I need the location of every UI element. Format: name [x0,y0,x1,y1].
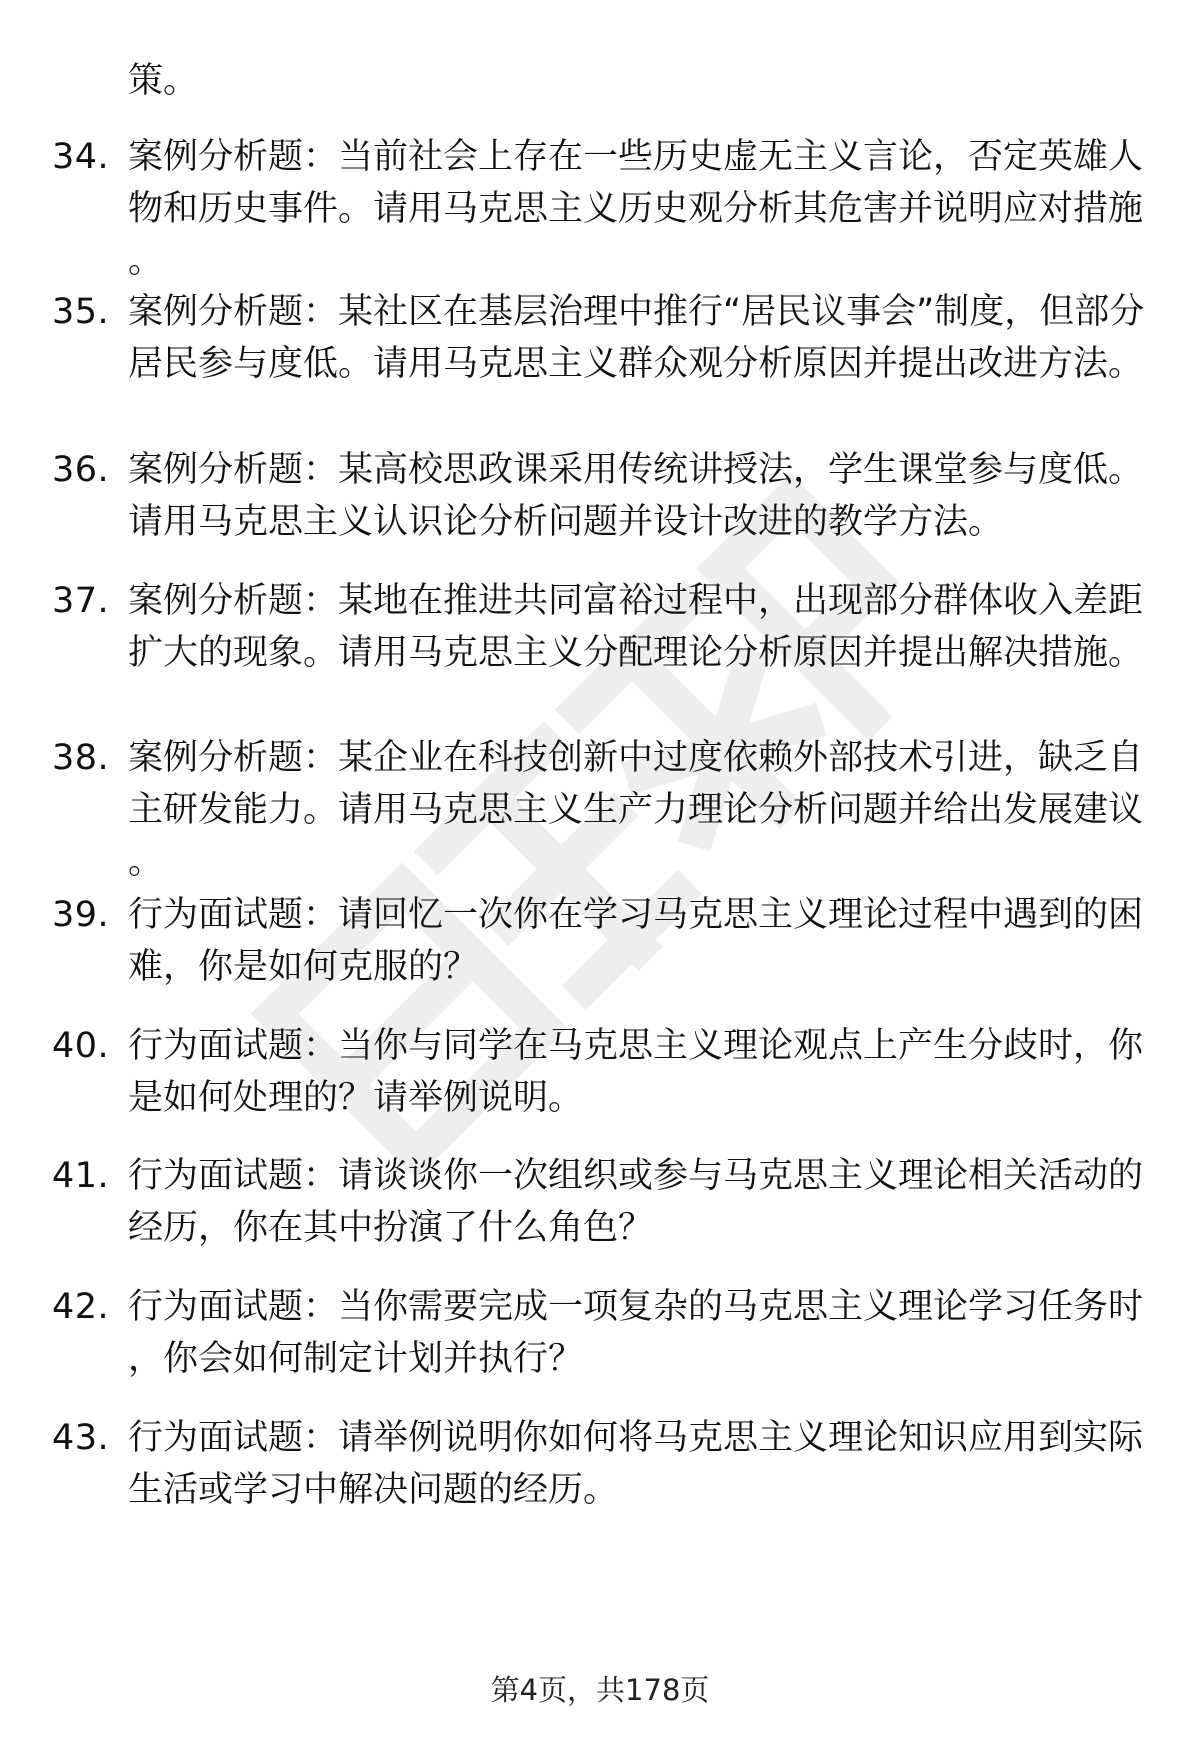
question-text: 案例分析题：某企业在科技创新中过度依赖外部技术引进，缺乏自主研发能力。请用马克思主义生产力理论分析问题并给出发展建议。 [128,738,1144,882]
question-number: 37. [52,581,110,621]
question-text: 案例分析题：某高校思政课采用传统讲授法，学生课堂参与度低。请用马克思主义认识论分析问题并设计改进的教学方法。 [128,450,1144,542]
question-number: 41. [52,1156,110,1196]
question-text: 行为面试题：请举例说明你如何将马克思主义理论知识应用到实际生活或学习中解决问题的经历。 [128,1418,1144,1510]
question-text: 案例分析题：当前社会上存在一些历史虚无主义言论，否定英雄人物和历史事件。请用马克思主义历史观分析其危害并说明应对措施。 [128,137,1144,281]
question-text: 案例分析题：某社区在基层治理中推行“居民议事会”制度，但部分居民参与度低。请用马克思主义群众观分析原因并提出改进方法。 [128,292,1145,384]
question-text: 行为面试题：请回忆一次你在学习马克思主义理论过程中遇到的困难，你是如何克服的？ [128,895,1144,987]
continuation-text: 策。 [128,61,199,101]
question-number: 42. [52,1287,110,1327]
question-number: 35. [52,292,110,332]
question-number: 36. [52,450,110,490]
page-footer: 第4页，共178页 [490,1673,710,1707]
question-number: 34. [52,137,110,177]
question-number: 39. [52,895,110,935]
question-number: 43. [52,1418,110,1458]
question-number: 40. [52,1026,110,1066]
question-text: 行为面试题：当你与同学在马克思主义理论观点上产生分歧时，你是如何处理的？请举例说明。 [128,1026,1144,1118]
question-text: 行为面试题：请谈谈你一次组织或参与马克思主义理论相关活动的经历，你在其中扮演了什么角色？ [128,1156,1144,1248]
question-text: 行为面试题：当你需要完成一项复杂的马克思主义理论学习任务时，你会如何制定计划并执行？ [128,1287,1144,1379]
question-number: 38. [52,738,110,778]
question-text: 案例分析题：某地在推进共同富裕过程中，出现部分群体收入差距扩大的现象。请用马克思主义分配理论分析原因并提出解决措施。 [128,581,1144,673]
